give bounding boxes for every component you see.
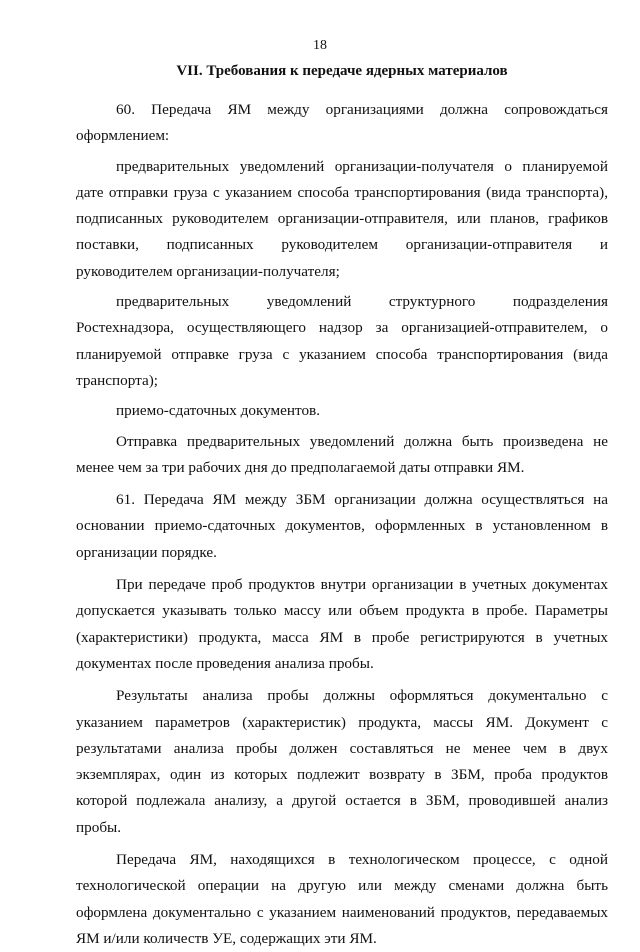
page-number: 18 <box>313 38 327 53</box>
paragraph-recipient-notifications: предварительных уведомлений организации-получателя о планируемой дате отправки груза с указанием способа транспортирования (вида транспорта), подписанных руководителем организации-отправителя, или планов, графиков поставки, подписанных руководителем организации-отправителя и руководителем организации-получателя; <box>76 157 608 280</box>
paragraph-rostechnadzor-notifications: предварительных уведомлений структурного подразделения Ростехнадзора, осуществляющего надзор за организацией-отправителем, о планируемой отправке груза с указанием способа транспортирования (вида транспорта); <box>76 293 608 389</box>
paragraph-process-transfer: Передача ЯМ, находящихся в технологическом процессе, с одной технологической операции на другую или между сменами должна быть оформлена документально с указанием наименований продуктов, передаваемых ЯМ и/или количеств УЕ, содержащих эти ЯМ. <box>76 851 608 947</box>
section-title: VII. Требования к передаче ядерных материалов <box>176 63 508 79</box>
paragraph-60-intro: 60. Передача ЯМ между организациями должна сопровождаться оформлением: <box>76 101 608 145</box>
paragraph-analysis-results: Результаты анализа пробы должны оформляться документально с указанием параметров (характеристик) продукта, массы ЯМ. Документ с результатами анализа пробы должен составляться не менее чем в двух экземплярах, один из которых подлежит возврату в ЗБМ, проба продуктов которой подлежала анализу, а другой остается в ЗБМ, проводившей анализ пробы. <box>76 687 608 836</box>
document-body <box>76 97 608 952</box>
paragraph-notification-deadline: Отправка предварительных уведомлений должна быть произведена не менее чем за три рабочих дня до предполагаемой даты отправки ЯМ. <box>76 432 608 476</box>
paragraph-sample-transfer: При передаче проб продуктов внутри организации в учетных документах допускается указывать только массу или объем продукта в пробе. Параметры (характеристики) продукта, масса ЯМ в пробе регистрируются в учетных документах после проведения анализа пробы. <box>76 576 608 672</box>
paragraph-61-transfer-between-zbm: 61. Передача ЯМ между ЗБМ организации должна осуществляться на основании приемо-сдаточных документов, оформленных в установленном в организации порядке. <box>76 491 608 561</box>
paragraph-acceptance-documents: приемо-сдаточных документов. <box>116 402 321 420</box>
